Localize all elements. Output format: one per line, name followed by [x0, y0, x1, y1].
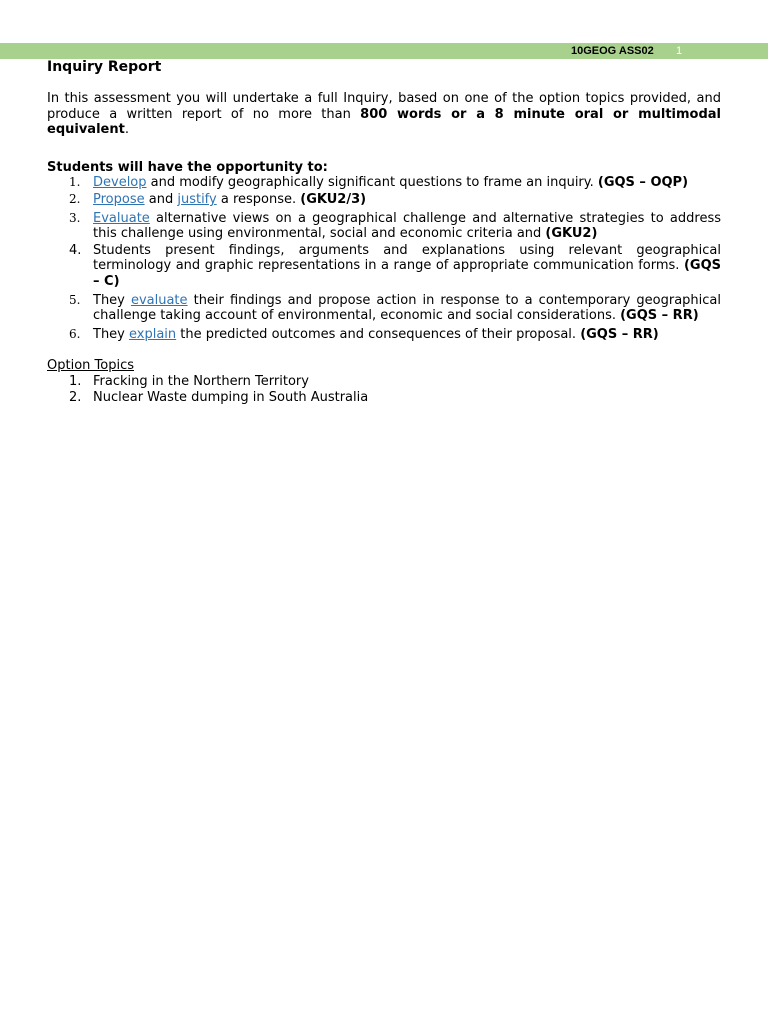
objective-code: (GQS – RR) [580, 326, 659, 342]
objective-text: their findings and propose action in response to a contemporary geographical challenge taking account of environmental, economic and social considerations. [93, 292, 721, 324]
evaluate-link-2[interactable]: evaluate [130, 292, 188, 308]
objective-pre: They [93, 292, 131, 308]
objective-text: the predicted outcomes and consequences of their proposal. [176, 326, 581, 342]
option-number: 2. [69, 389, 82, 405]
option-text: Nuclear Waste dumping in South Australia [93, 389, 369, 405]
objective-number: 6. [69, 326, 81, 341]
option-topics-heading: Option Topics [47, 358, 134, 374]
option-topics-list [47, 374, 721, 405]
objective-item [47, 192, 721, 208]
explain-link[interactable]: explain [129, 326, 177, 342]
option-text: Fracking in the Northern Territory [93, 373, 309, 389]
objective-number: 1. [69, 175, 81, 190]
objective-code: (GQS – RR) [620, 308, 699, 324]
objective-text: Students present findings, arguments and explanations using relevant geographical terminology and graphic representations in a range of appropriate communication forms. [93, 242, 721, 274]
option-item [47, 374, 721, 390]
intro-bold: 800 words or a 8 minute oral or multimodal equivalent [47, 106, 722, 138]
students-heading: Students will have the opportunity to: [47, 159, 328, 175]
objective-code: (GKU2) [545, 226, 598, 242]
evaluate-link[interactable]: Evaluate [93, 210, 150, 226]
propose-link[interactable]: Propose [93, 191, 145, 207]
objective-text: and modify geographically significant questions to frame an inquiry. [146, 175, 598, 191]
document-body [47, 59, 721, 405]
objective-code: (GQS – OQP) [597, 175, 689, 191]
objective-item [47, 175, 721, 191]
intro-end: . [124, 122, 129, 138]
objective-pre: They [93, 326, 130, 342]
objective-text: alternative views on a geographical challenge and alternative strategies to address this challenge using environmental, social and economic criteria and [93, 210, 721, 242]
objective-number: 5. [69, 292, 81, 307]
objectives-list [47, 175, 721, 342]
objective-code: (GKU2/3) [300, 191, 367, 207]
objective-item [47, 293, 721, 324]
page-number: 1 [676, 45, 683, 57]
option-item [47, 390, 721, 406]
justify-link[interactable]: justify [177, 191, 217, 207]
objective-number: 2. [69, 191, 81, 206]
objective-item [47, 243, 721, 290]
objective-code: (GQS – C) [93, 258, 721, 289]
document-title: Inquiry Report [47, 59, 162, 75]
document-code: 10GEOG ASS02 [571, 45, 654, 57]
objective-item [47, 211, 721, 242]
objective-text: a response. [216, 191, 301, 207]
intro-paragraph [47, 91, 721, 138]
objective-number: 3. [69, 210, 81, 225]
develop-link[interactable]: Develop [93, 175, 147, 191]
objective-item [47, 327, 721, 343]
objective-text-mid: and [144, 191, 178, 207]
intro-text: In this assessment you will undertake a full Inquiry, based on one of the option topics provided, and produce a written report of no more than [47, 91, 721, 122]
objective-number: 4. [69, 242, 82, 258]
option-number: 1. [69, 373, 82, 389]
